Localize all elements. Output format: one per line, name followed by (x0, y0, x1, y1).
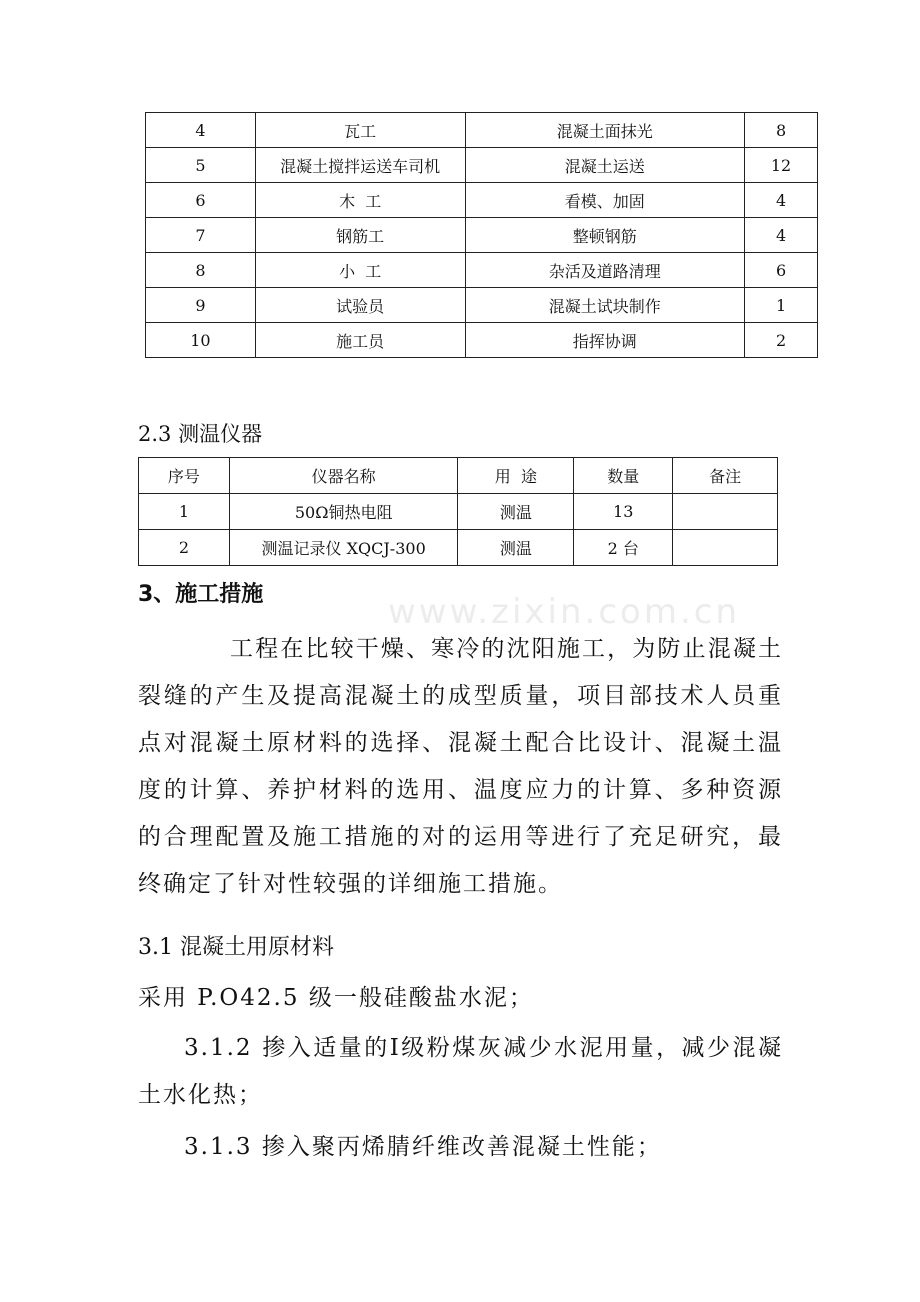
table-cell: 2 (139, 530, 230, 566)
table-cell: 50Ω铜热电阻 (229, 494, 458, 530)
table-cell (673, 530, 778, 566)
watermark: www.zixin.com.cn (388, 592, 740, 632)
table-cell: 7 (146, 218, 256, 253)
table-cell: 13 (574, 494, 673, 530)
table-cell: 试验员 (255, 288, 465, 323)
table-cell: 1 (745, 288, 818, 323)
table-cell (673, 494, 778, 530)
table-cell: 木 工 (255, 183, 465, 218)
material-item-fly-ash: 3.1.2 掺入适量的Ⅰ级粉煤灰减少水泥用量，减少混凝土水化热； (138, 1035, 783, 1108)
column-header: 数量 (574, 458, 673, 494)
column-header: 备注 (673, 458, 778, 494)
table-row (146, 148, 818, 183)
table-cell: 4 (745, 218, 818, 253)
table-cell: 1 (139, 494, 230, 530)
table-cell: 施工员 (255, 323, 465, 358)
labor-table (145, 112, 818, 358)
table-cell: 测温记录仪 XQCJ-300 (229, 530, 458, 566)
table-cell: 杂活及道路清理 (465, 253, 745, 288)
section-heading-3: 3、施工措施 (138, 582, 264, 607)
table-cell: 8 (146, 253, 256, 288)
table-cell: 瓦工 (255, 113, 465, 148)
table-cell: 混凝土搅拌运送车司机 (255, 148, 465, 183)
material-item-fiber: 3.1.3 掺入聚丙烯腈纤维改善混凝土性能； (184, 1134, 662, 1160)
section-heading-3-1: 3.1 混凝土用原材料 (138, 935, 334, 960)
column-header: 仪器名称 (229, 458, 458, 494)
table-row (146, 253, 818, 288)
table-cell: 8 (745, 113, 818, 148)
table-cell: 测温 (458, 530, 574, 566)
table-cell: 6 (745, 253, 818, 288)
table-cell: 10 (146, 323, 256, 358)
table-cell: 6 (146, 183, 256, 218)
table-cell: 测温 (458, 494, 574, 530)
table-row (146, 183, 818, 218)
table-cell: 12 (745, 148, 818, 183)
instrument-table (138, 457, 778, 566)
table-cell: 混凝土运送 (465, 148, 745, 183)
table-row (146, 113, 818, 148)
table-row (146, 288, 818, 323)
table-cell: 5 (146, 148, 256, 183)
table-cell: 混凝土试块制作 (465, 288, 745, 323)
table-cell: 4 (745, 183, 818, 218)
table-row (139, 494, 778, 530)
table-cell: 2 台 (574, 530, 673, 566)
table-cell: 混凝土面抹光 (465, 113, 745, 148)
section-heading-2-3: 2.3 测温仪器 (138, 422, 263, 446)
table-header-row (139, 458, 778, 494)
table-row (146, 323, 818, 358)
table-cell: 小 工 (255, 253, 465, 288)
column-header: 用 途 (458, 458, 574, 494)
table-cell: 整顿钢筋 (465, 218, 745, 253)
construction-measures-paragraph: 工程在比较干燥、寒冷的沈阳施工，为防止混凝土裂缝的产生及提高混凝土的成型质量，项目部技术人员重点对混凝土原材料的选择、混凝土配合比设计、混凝土温度的计算、养护材料的选用、温度应力的计算、多种资源的合理配置及施工措施的对的运用等进行了充足研究，最终确定了针对性较强的详细施工措施。 (138, 636, 783, 897)
table-cell: 指挥协调 (465, 323, 745, 358)
table-row (146, 218, 818, 253)
table-cell: 看模、加固 (465, 183, 745, 218)
table-cell: 9 (146, 288, 256, 323)
material-item-cement: 采用 P.O42.5 级一般硅酸盐水泥； (138, 985, 534, 1011)
column-header: 序号 (139, 458, 230, 494)
table-row (139, 530, 778, 566)
table-cell: 2 (745, 323, 818, 358)
table-cell: 钢筋工 (255, 218, 465, 253)
table-cell: 4 (146, 113, 256, 148)
